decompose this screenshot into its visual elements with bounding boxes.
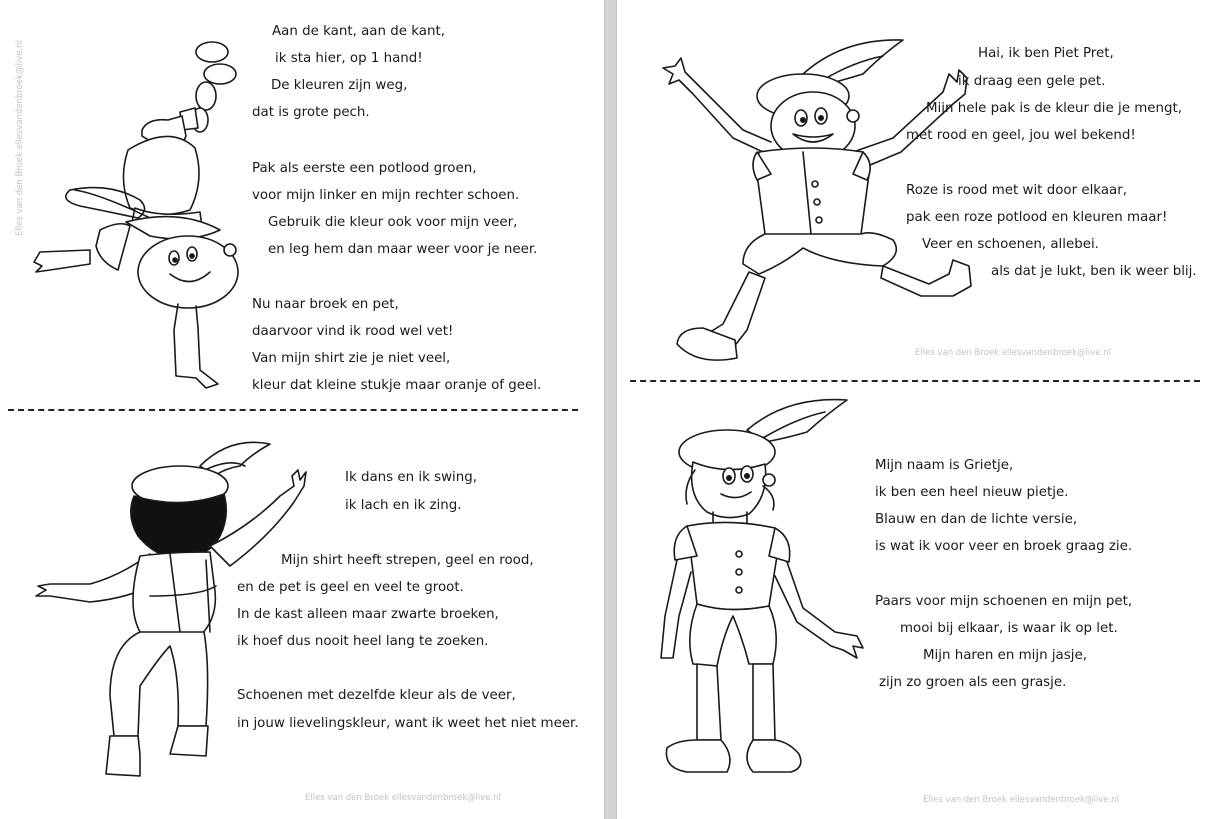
- verse-line: pak een roze potlood en kleuren maar!: [906, 210, 1168, 225]
- verse-line: ik draag een gele pet.: [958, 74, 1106, 89]
- verse-line: In de kast alleen maar zwarte broeken,: [237, 607, 499, 622]
- right-page: [617, 0, 1220, 819]
- verse-line: kleur dat kleine stukje maar oranje of geel.: [252, 378, 542, 393]
- verse-line: met rood en geel, jou wel bekend!: [906, 128, 1136, 143]
- verse-line: Roze is rood met wit door elkaar,: [906, 183, 1127, 198]
- side-credit: Elles van den Broek ellesvandenbroek@live.nl: [15, 40, 25, 236]
- verse-line: Van mijn shirt zie je niet veel,: [252, 351, 451, 366]
- verse-line: ik lach en ik zing.: [345, 498, 462, 513]
- verse-line: mooi bij elkaar, is waar ik op let.: [900, 621, 1118, 636]
- verse-line: dat is grote pech.: [252, 105, 370, 120]
- verse-line: Pak als eerste een potlood groen,: [252, 161, 477, 176]
- verse-line: voor mijn linker en mijn rechter schoen.: [252, 188, 520, 203]
- verse-line: Ik dans en ik swing,: [345, 470, 477, 485]
- cut-line: [630, 380, 1200, 382]
- jumping-piet-illustration: [653, 34, 1007, 374]
- page-gutter: [604, 0, 617, 819]
- left-page: [0, 0, 604, 819]
- verse-line: daarvoor vind ik rood wel vet!: [252, 324, 454, 339]
- verse-line: Veer en schoenen, allebei.: [922, 237, 1099, 252]
- bottom-credit: Elles van den Broek ellesvandenbroek@live.nl: [305, 793, 501, 803]
- standing-piet-illustration: [657, 396, 907, 786]
- verse-line: ik ben een heel nieuw pietje.: [875, 485, 1069, 500]
- verse-line: Mijn haren en mijn jasje,: [923, 648, 1087, 663]
- verse-line: als dat je lukt, ben ik weer blij.: [991, 264, 1197, 279]
- verse-line: ik sta hier, op 1 hand!: [275, 51, 423, 66]
- mid-credit: Elles van den Broek ellesvandenbroek@live.nl: [915, 348, 1111, 358]
- verse-line: Aan de kant, aan de kant,: [272, 24, 445, 39]
- verse-line: Paars voor mijn schoenen en mijn pet,: [875, 594, 1133, 609]
- cut-line: [8, 409, 578, 411]
- verse-line: Mijn hele pak is de kleur die je mengt,: [926, 101, 1183, 116]
- verse-line: en de pet is geel en veel te groot.: [237, 580, 464, 595]
- verse-line: Schoenen met dezelfde kleur als de veer,: [237, 688, 516, 703]
- verse-line: Gebruik die kleur ook voor mijn veer,: [268, 215, 518, 230]
- verse-line: Mijn shirt heeft strepen, geel en rood,: [281, 553, 534, 568]
- verse-line: Mijn naam is Grietje,: [875, 458, 1014, 473]
- verse-line: is wat ik voor veer en broek graag zie.: [875, 539, 1133, 554]
- verse-line: Hai, ik ben Piet Pret,: [978, 46, 1114, 61]
- bottom-credit: Elles van den Broek ellesvandenbroek@live.nl: [923, 795, 1119, 805]
- handstand-piet-illustration: [30, 40, 250, 400]
- verse-line: Blauw en dan de lichte versie,: [875, 512, 1078, 527]
- verse-line: Nu naar broek en pet,: [252, 297, 399, 312]
- verse-line: en leg hem dan maar weer voor je neer.: [268, 242, 538, 257]
- verse-line: De kleuren zijn weg,: [271, 78, 408, 93]
- verse-line: zijn zo groen als een grasje.: [879, 675, 1067, 690]
- verse-line: ik hoef dus nooit heel lang te zoeken.: [237, 634, 489, 649]
- verse-line: in jouw lievelingskleur, want ik weet het niet meer.: [237, 716, 579, 731]
